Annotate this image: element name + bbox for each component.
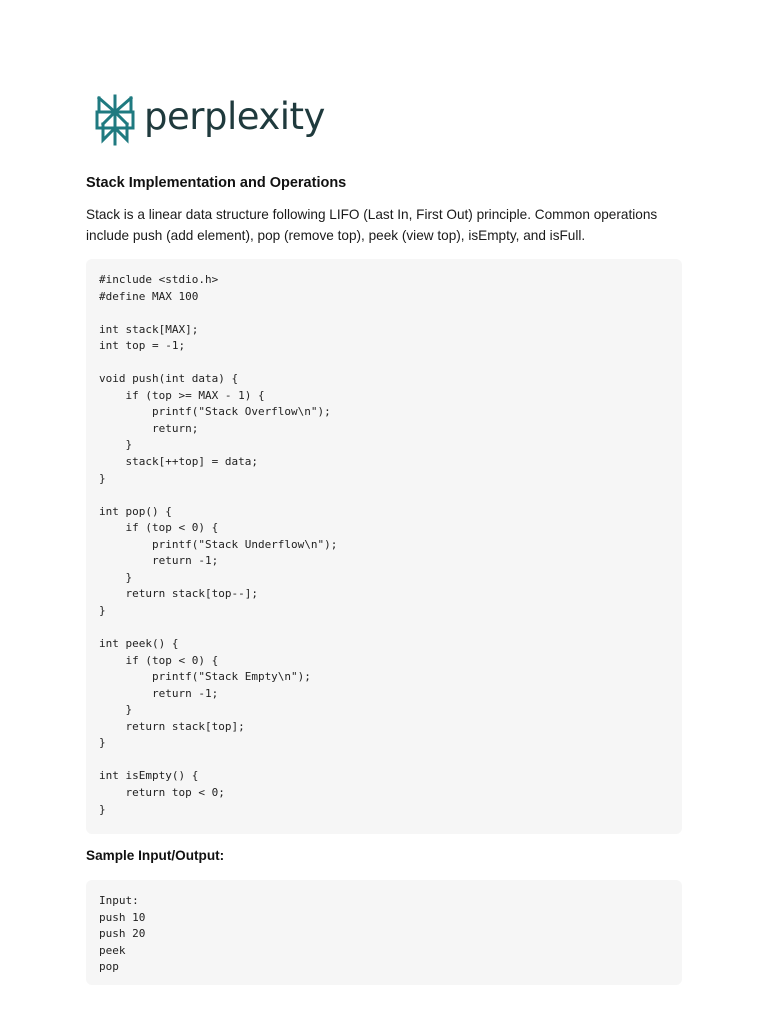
code-block-stack	[86, 259, 682, 834]
section-title: Stack Implementation and Operations	[86, 175, 347, 191]
code-text: #include <stdio.h> #define MAX 100 int stack[MAX]; int top = -1; void push(int data) { if (top >= MAX - 1) { printf("Stack Overflow\n"); return; } stack[++top] = data; } int pop() { if (top < 0) { printf("Stack Underflow\n"); return -1; } return stack[top--]; } int peek() { if (top < 0) { printf("Stack Empty\n"); return -1; } return stack[top]; } int isEmpty() { return top < 0; }	[99, 273, 338, 816]
sample-code-text: Input: push 10 push 20 peek pop	[99, 894, 146, 974]
code-block-sample	[86, 880, 682, 985]
perplexity-wordmark: perplexity	[144, 95, 325, 138]
perplexity-logo	[94, 94, 325, 146]
perplexity-logo-icon	[94, 94, 136, 146]
sample-io-title: Sample Input/Output:	[86, 848, 225, 863]
section-intro: Stack is a linear data structure following LIFO (Last In, First Out) principle. Common operations include push (add element), pop (remove top), peek (view top), isEmpty, and isFull.	[86, 207, 658, 243]
